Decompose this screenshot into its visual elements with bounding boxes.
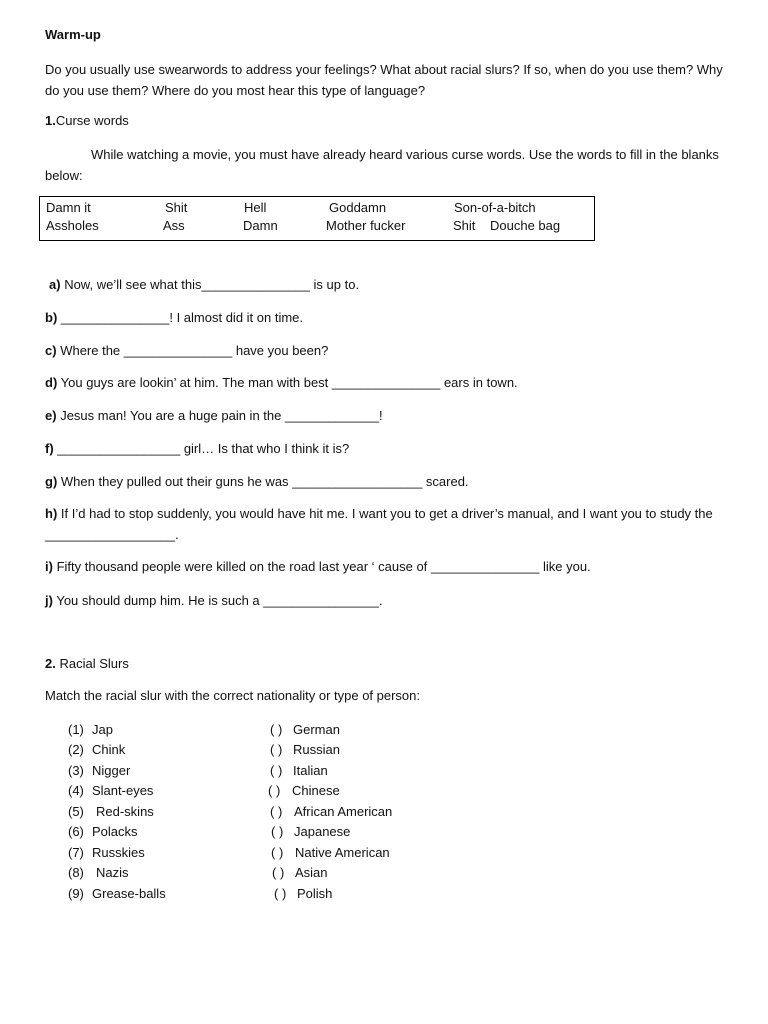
- word-bank-item: Shit: [453, 218, 476, 233]
- section1-title: Curse words: [55, 113, 129, 128]
- question-d: d) You guys are lookin’ at him. The man with best _______________ ears in town.: [45, 375, 518, 390]
- section2-number: 2.: [45, 656, 56, 671]
- warmup-title: Warm-up: [45, 27, 101, 42]
- word-bank-item: Douche bag: [490, 218, 561, 233]
- word-bank-item: Goddamn: [329, 200, 387, 215]
- question-e: e) Jesus man! You are a huge pain in the _____________!: [45, 408, 383, 423]
- question-f: f) _________________ girl… Is that who I think it is?: [45, 441, 350, 456]
- word-bank-item: Damn it: [46, 200, 91, 215]
- warmup-text: Do you usually use swearwords to address your feelings? What about racial slurs? If so, when do you use them? Why do you use them? Where do you most hear this type of language?: [45, 62, 723, 98]
- word-bank-box: [39, 196, 595, 241]
- section1-heading: [45, 113, 129, 128]
- section1-instruction: While watching a movie, you must have already heard various curse words. Use the words to fill in the blanks below:: [45, 147, 719, 183]
- word-bank-item: Damn: [243, 218, 278, 233]
- question-c: c) Where the _______________ have you been?: [45, 343, 329, 358]
- section1-number: 1.: [45, 113, 56, 128]
- question-i: i) Fifty thousand people were killed on the road last year ‘ cause of _______________ like you.: [45, 559, 591, 574]
- word-bank-item: Shit: [165, 200, 188, 215]
- question-j: j) You should dump him. He is such a ________________.: [45, 593, 383, 608]
- question-a: a) Now, we’ll see what this_______________ is up to.: [49, 277, 360, 292]
- section2-title: Racial Slurs: [59, 656, 129, 671]
- question-h: h) If I’d had to stop suddenly, you would have hit me. I want you to get a driver’s manual, and I want you to study the __________________.: [45, 506, 713, 542]
- section2-instruction: Match the racial slur with the correct nationality or type of person:: [45, 688, 421, 703]
- question-b: b) _______________! I almost did it on time.: [45, 310, 304, 325]
- word-bank-item: Son-of-a-bitch: [454, 200, 536, 215]
- word-bank-item: Hell: [244, 200, 267, 215]
- section2-heading: [45, 656, 129, 671]
- word-bank-item: Ass: [163, 218, 185, 233]
- word-bank-item: Mother fucker: [326, 218, 406, 233]
- question-g: g) When they pulled out their guns he was __________________ scared.: [45, 474, 469, 489]
- word-bank-item: Assholes: [46, 218, 99, 233]
